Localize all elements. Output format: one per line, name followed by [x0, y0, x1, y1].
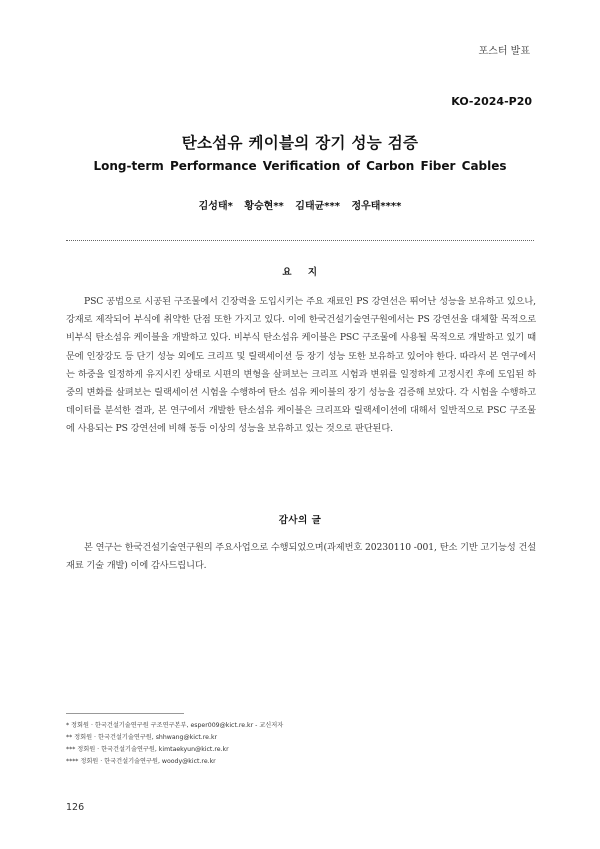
paper-id: KO-2024-P20: [451, 95, 532, 108]
abstract-text: PSC 공법으로 시공된 구조물에서 긴장력을 도입시키는 주요 재료인 PS 강연선은 뛰어난 성능을 보유하고 있으나, 강재로 제작되어 부식에 취약한 단점 또한 가지고 있다. 이에 한국건설기술연구원에서는 PS 강연선을 대체할 목적으로 비부식 탄소섬유 케이블을 개발하고 있다. 비부식 탄소섬유 케이블은 PSC 구조물에 사용될 목적으로 개발하고 있기 때문에 인장강도 등 단기 성능 외에도 크리프 및 릴랙세이션 등 장기 성능 또한 보유하고 있어야 한다. 따라서 본 연구에서는 하중을 일정하게 유지시킨 상태로 시편의 변형을 살펴보는 크리프 시험과 변위를 일정하게 고정시킨 후에 도입된 하중의 변화를 살펴보는 릴랙세이션 시험을 수행하여 탄소 섬유 케이블의 장기 성능을 검증해 보았다. 각 시험을 수행하고 데이터를 분석한 결과, 본 연구에서 개발한 탄소섬유 케이블은 크리프와 릴랙세이션에 대해서 일반적으로 PSC 구조물에 사용되는 PS 강연선에 비해 동등 이상의 성능을 보유하고 있는 것으로 판단된다.: [66, 296, 536, 435]
author-2: 황승현**: [244, 201, 284, 212]
abstract-heading: 요 지: [282, 267, 318, 278]
dotted-divider: [66, 240, 534, 241]
footnote-4: **** 정회원 · 한국건설기술연구원, woody@kict.re.kr: [66, 758, 216, 765]
title-english: Long-term Performance Verification of Carbon Fiber Cables: [93, 159, 507, 173]
author-4: 정우태****: [351, 201, 402, 212]
footnote-divider: [66, 713, 184, 714]
author-3: 김태균***: [295, 201, 340, 212]
title-korean: 탄소섬유 케이블의 장기 성능 검증: [181, 134, 419, 152]
page-number: 126: [66, 802, 85, 813]
footnote-1: * 정회원 · 한국건설기술연구원 구조연구본부, esper009@kict.re.kr - 교신저자: [66, 722, 284, 729]
footnote-3: *** 정회원 · 한국건설기술연구원, kimtaekyun@kict.re.kr: [66, 746, 229, 753]
acknowledgement-heading: 감사의 글: [278, 515, 322, 526]
footnotes: [66, 720, 536, 768]
author-1: 김성태*: [198, 201, 233, 212]
author-list: [0, 197, 600, 212]
acknowledgement-text: 본 연구는 한국건설기술연구원의 주요사업으로 수행되었으며(과제번호 20230110 -001, 탄소 기반 고기능성 건설 재료 기술 개발) 이에 감사드립니다.: [66, 542, 536, 572]
session-label: 포스터 발표: [478, 46, 530, 57]
footnote-2: ** 정회원 · 한국건설기술연구원, shhwang@kict.re.kr: [66, 734, 218, 741]
